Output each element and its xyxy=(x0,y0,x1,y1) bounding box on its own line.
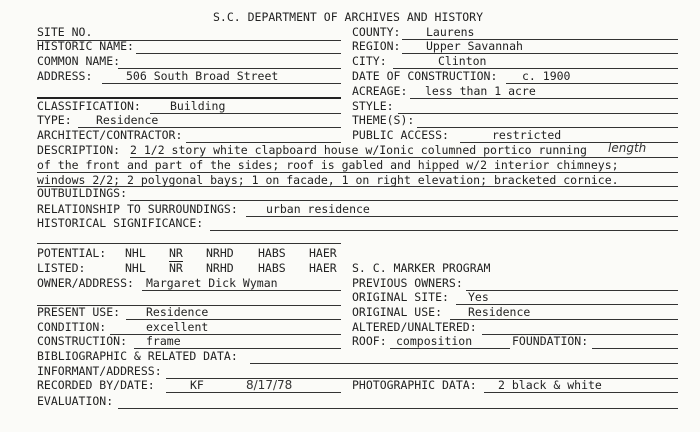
altered-label: ALTERED/UNALTERED: xyxy=(352,320,477,334)
evaluation-label: EVALUATION: xyxy=(37,394,114,408)
public-access-label: PUBLIC ACCESS: xyxy=(352,128,449,142)
city-value: Clinton xyxy=(438,54,487,68)
potential-nrhd: NRHD xyxy=(206,246,234,260)
evaluation-line xyxy=(118,408,678,409)
potential-label: POTENTIAL: xyxy=(37,246,107,260)
city-label: CITY: xyxy=(352,54,387,68)
recorded-by-label: RECORDED BY/DATE: xyxy=(37,378,155,392)
foundation-line xyxy=(592,348,678,349)
date-construction-value: c. 1900 xyxy=(522,69,571,83)
owner-address-value: Margaret Dick Wyman xyxy=(146,276,278,290)
classification-label: CLASSIFICATION: xyxy=(37,99,141,113)
address-line xyxy=(102,83,341,84)
region-value: Upper Savannah xyxy=(426,39,523,53)
classification-line xyxy=(150,113,341,114)
potential-nr: NR xyxy=(169,246,183,260)
county-value: Laurens xyxy=(426,25,475,39)
public-access-value: restricted xyxy=(492,128,562,142)
construction-value: frame xyxy=(146,334,181,348)
county-label: COUNTY: xyxy=(352,25,401,39)
condition-line xyxy=(110,334,341,335)
outbuildings-line xyxy=(130,200,678,201)
acreage-line xyxy=(410,98,678,99)
previous-owners-label: PREVIOUS OWNERS: xyxy=(352,276,463,290)
acreage-label: ACREAGE: xyxy=(352,84,408,98)
listed-label: LISTED: xyxy=(37,261,86,275)
condition-value: excellent xyxy=(146,320,209,334)
type-label: TYPE: xyxy=(37,113,72,127)
listed-nr-checked: NR xyxy=(169,261,183,275)
present-use-value: Residence xyxy=(146,305,209,319)
acreage-value: less than 1 acre xyxy=(425,84,536,98)
description-line-1: 2 1/2 story white clapboard house w/Ionic columned portico running xyxy=(130,143,587,157)
recorded-date-value: 8/17/78 xyxy=(246,378,293,392)
original-use-label: ORIGINAL USE: xyxy=(352,305,443,319)
potential-habs: HABS xyxy=(258,246,286,260)
recorded-by-line xyxy=(166,392,341,393)
significance-line-2 xyxy=(37,243,341,244)
listed-haer: HAER xyxy=(309,261,337,275)
address-value: 506 South Broad Street xyxy=(126,69,279,83)
owner-address-line xyxy=(142,290,341,291)
significance-line xyxy=(210,230,678,231)
roof-label: ROOF: xyxy=(352,334,387,348)
relationship-label: RELATIONSHIP TO SURROUNDINGS: xyxy=(37,202,238,216)
original-site-label: ORIGINAL SITE: xyxy=(352,290,449,304)
previous-owners-line xyxy=(466,290,678,291)
listed-nhl: NHL xyxy=(125,261,146,275)
original-use-value: Residence xyxy=(468,305,531,319)
bibliographic-label: BIBLIOGRAPHIC & RELATED DATA: xyxy=(37,349,238,363)
themes-label: THEME(S): xyxy=(352,113,415,127)
foundation-label: FOUNDATION: xyxy=(512,334,589,348)
photographic-label: PHOTOGRAPHIC DATA: xyxy=(352,378,477,392)
description-underline-3 xyxy=(37,186,678,187)
recorded-by-value: KF xyxy=(190,378,204,392)
potential-nhl: NHL xyxy=(125,246,146,260)
outbuildings-label: OUTBUILDINGS: xyxy=(37,186,128,200)
informant-label: INFORMANT/ADDRESS: xyxy=(37,364,162,378)
historic-name-label: HISTORIC NAME: xyxy=(37,39,134,53)
listed-nrhd: NRHD xyxy=(206,261,234,275)
potential-haer: HAER xyxy=(309,246,337,260)
classification-value: Building xyxy=(170,99,226,113)
condition-label: CONDITION: xyxy=(37,320,107,334)
date-construction-label: DATE OF CONSTRUCTION: xyxy=(352,69,498,83)
listed-habs: HABS xyxy=(258,261,286,275)
roof-line xyxy=(390,348,510,349)
bibliographic-line xyxy=(250,363,678,364)
photographic-value: 2 black & white xyxy=(498,378,602,392)
photographic-line xyxy=(484,392,678,393)
region-label: REGION: xyxy=(352,39,401,53)
architect-label: ARCHITECT/CONTRACTOR: xyxy=(37,128,183,142)
description-handwritten: length xyxy=(608,141,647,155)
construction-label: CONSTRUCTION: xyxy=(37,334,128,348)
form-header: S.C. DEPARTMENT OF ARCHIVES AND HISTORY xyxy=(213,10,484,24)
style-line xyxy=(398,113,678,114)
address-label: ADDRESS: xyxy=(37,69,93,83)
type-value: Residence xyxy=(96,113,159,127)
relationship-line xyxy=(246,216,678,217)
owner-address-label: OWNER/ADDRESS: xyxy=(37,276,134,290)
significance-label: HISTORICAL SIGNIFICANCE: xyxy=(37,216,204,230)
description-line-3: windows 2/2; 2 polygonal bays; 1 on facade, 1 on right elevation; bracketed cornice. xyxy=(37,173,619,187)
common-name-label: COMMON NAME: xyxy=(37,54,121,68)
relationship-value: urban residence xyxy=(266,202,370,216)
original-use-line xyxy=(450,319,678,320)
site-no-label: SITE NO. xyxy=(37,25,93,39)
description-label: DESCRIPTION: xyxy=(37,143,121,157)
style-label: STYLE: xyxy=(352,99,394,113)
description-line-2: of the front and part of the sides; roof is gabled and hipped w/2 interior chimneys; xyxy=(37,158,619,172)
historic-name-line xyxy=(136,53,341,54)
present-use-label: PRESENT USE: xyxy=(37,305,121,319)
marker-program-label: S. C. MARKER PROGRAM xyxy=(352,261,491,275)
original-site-value: Yes xyxy=(468,290,489,304)
roof-value: composition xyxy=(396,334,473,348)
